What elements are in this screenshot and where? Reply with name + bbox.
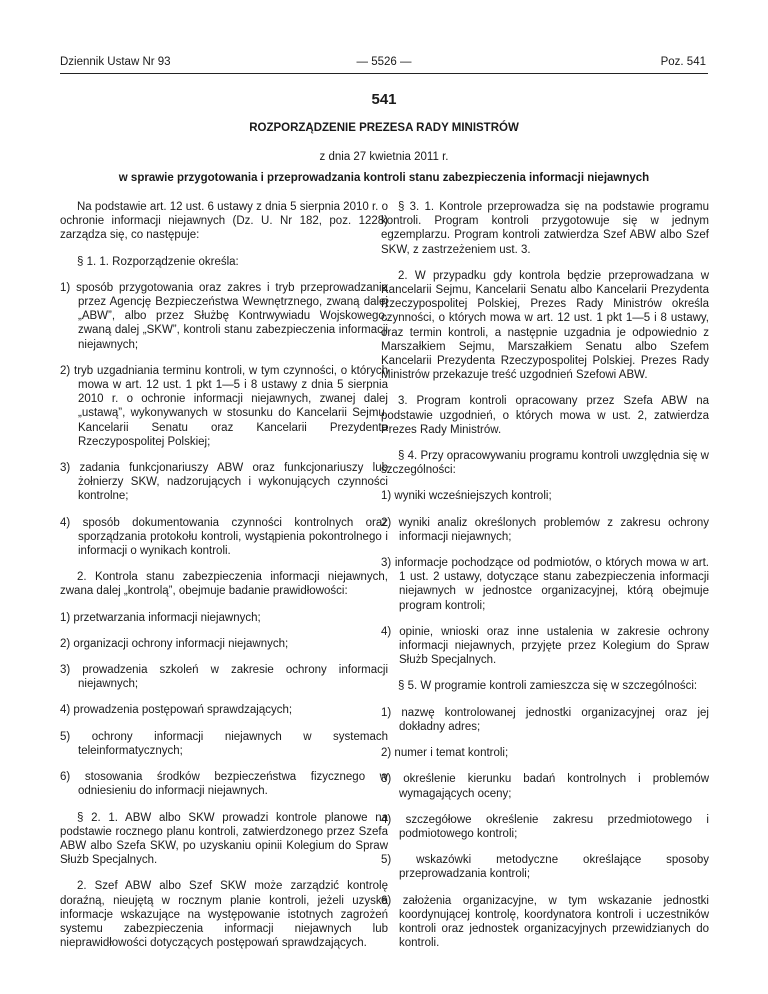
list-item: 6) założenia organizacyjne, w tym wskazanie jednostki koordynującej kontrolę, koordynatora kontroli i uczestników kontroli oraz jednostek organizacyjnych przewidzianych do kontroli. — [381, 894, 709, 950]
paragraph: § 5. W programie kontroli zamieszcza się w szczególności: — [398, 680, 698, 693]
list-item: 4) prowadzenia postępowań sprawdzających; — [60, 704, 293, 717]
list-item: 4) szczegółowe określenie zakresu przedmiotowego i podmiotowego kontroli; — [381, 813, 709, 840]
paragraph: Na podstawie art. 12 ust. 6 ustawy z dnia 5 sierpnia 2010 r. o ochronie informacji niejawnych (Dz. U. Nr 182, poz. 1228) zarządza się, co następuje: — [60, 201, 388, 242]
list-item: 4) opinie, wnioski oraz inne ustalenia w zakresie ochrony informacji niejawnych, przyjęte przez Kolegium do Spraw Służb Specjalnych. — [381, 625, 709, 667]
right-text-column — [381, 200, 709, 950]
list-item: 2) tryb uzgadniania terminu kontroli, w tym czynności, o których mowa w art. 12 ust. 1 pkt 1—5 i 8 ustawy z dnia 5 sierpnia 2010 r. o ochronie informacji niejawnych, zwanej dalej „ustawą”, wykonywanych w stosunku do Kancelarii Sejmu, Kancelarii Senatu oraz Kancelarii Prezydenta Rzeczypospolitej Polskiej; — [60, 364, 388, 448]
list-item: 3) określenie kierunku badań kontrolnych i problemów wymagających oceny; — [381, 773, 709, 800]
paragraph: § 1. 1. Rozporządzenie określa: — [77, 255, 239, 268]
list-item: 1) nazwę kontrolowanej jednostki organizacyjnej oraz jej dokładny adres; — [381, 706, 709, 733]
list-item: 5) wskazówki metodyczne określające sposoby przeprowadzania kontroli; — [381, 854, 709, 881]
paragraph: § 2. 1. ABW albo SKW prowadzi kontrole planowe na podstawie rocznego planu kontroli, zatwierdzonego przez Szefa ABW albo Szefa SKW, po uzyskaniu opinii Kolegium do Spraw Służb Specjalnych. — [60, 811, 388, 867]
list-item: 6) stosowania środków bezpieczeństwa fizycznego w odniesieniu do informacji niejawnych. — [60, 771, 388, 798]
list-item: 3) informacje pochodzące od podmiotów, o których mowa w art. 1 ust. 2 ustawy, dotyczące stanu zabezpieczenia informacji niejawnych w jednostce organizacyjnej, którą obejmuje program kontroli; — [381, 557, 709, 612]
document-subject: w sprawie przygotowania i przeprowadzania kontroli stanu zabezpieczenia informacji niejawnych — [118, 172, 650, 184]
list-item: 3) zadania funkcjonariuszy ABW oraz funkcjonariuszy lub żołnierzy SKW, nadzorujących i wykonujących czynności kontrolne; — [60, 462, 388, 503]
paragraph: 2. Szef ABW albo Szef SKW może zarządzić kontrolę doraźną, nieujętą w rocznym planie kontroli, jeżeli uzyska informacje wskazujące na występowanie istotnych zagrożeń systemu zabezpieczenia informacji niejawnych lub nieprawidłowości dotyczących postępowań sprawdzających. — [60, 880, 388, 950]
paragraph: § 4. Przy opracowywaniu programu kontroli uwzględnia się w szczególności: — [381, 450, 709, 477]
document-title: ROZPORZĄDZENIE PREZESA RADY MINISTRÓW — [249, 122, 519, 134]
list-item: 2) organizacji ochrony informacji niejawnych; — [60, 637, 289, 650]
list-item: 3) prowadzenia szkoleń w zakresie ochrony informacji niejawnych; — [60, 664, 388, 691]
paragraph: 3. Program kontroli opracowany przez Szefa ABW na podstawie uzgodnień, o których mowa w ust. 2, zatwierdza Prezes Rady Ministrów. — [381, 395, 709, 436]
list-item: 2) numer i temat kontroli; — [381, 747, 509, 760]
list-item: 1) przetwarzania informacji niejawnych; — [60, 611, 261, 624]
paragraph: 2. W przypadku gdy kontrola będzie przeprowadzana w Kancelarii Sejmu, Kancelarii Senatu albo Kancelarii Prezydenta Rzeczypospolitej Polskiej, Prezes Rady Ministrów określa czynności, o których mowa w art. 12 ust. 1 pkt 1—5 i 8 ustawy, oraz termin kontroli, a następnie uzgadnia je odpowiednio z Marszałkiem Sejmu, Marszałkiem Senatu albo Szefem Kancelarii Prezydenta Rzeczypospolitej Polskiej. Prezes Rady Ministrów przekazuje treść uzgodnień Szefowi ABW. — [381, 269, 709, 382]
journal-name: Dziennik Ustaw Nr 93 — [60, 56, 171, 68]
header-rule — [60, 73, 708, 74]
list-item: 5) ochrony informacji niejawnych w systemach teleinformatycznych; — [60, 730, 388, 757]
document-date: z dnia 27 kwietnia 2011 r. — [319, 151, 449, 163]
paragraph: 2. Kontrola stanu zabezpieczenia informacji niejawnych, zwana dalej „kontrolą”, obejmuje badanie prawidłowości: — [60, 571, 388, 598]
left-text-column — [60, 200, 388, 950]
paragraph: § 3. 1. Kontrole przeprowadza się na podstawie programu kontroli. Program kontroli przygotowuje się w jednym egzemplarzu. Program kontroli zatwierdza Szef ABW albo Szef SKW, z zastrzeżeniem ust. 3. — [381, 201, 709, 256]
list-item: 4) sposób dokumentowania czynności kontrolnych oraz sporządzania protokołu kontroli, wystąpienia pokontrolnego i informacji o wynikach kontroli. — [60, 516, 388, 558]
list-item: 2) wyniki analiz określonych problemów z zakresu ochrony informacji niejawnych; — [381, 516, 709, 543]
page-number: — 5526 — — [356, 56, 412, 68]
position-number: 541 — [371, 91, 397, 108]
position-ref: Poz. 541 — [660, 56, 706, 68]
list-item: 1) sposób przygotowania oraz zakres i tryb przeprowadzania przez Agencję Bezpieczeństwa Wewnętrznego, zwaną dalej „ABW”, albo przez Służbę Kontrwywiadu Wojskowego, zwaną dalej „SKW”, kontroli stanu zabezpieczenia informacji niejawnych; — [60, 281, 388, 351]
list-item: 1) wyniki wcześniejszych kontroli; — [381, 490, 552, 503]
